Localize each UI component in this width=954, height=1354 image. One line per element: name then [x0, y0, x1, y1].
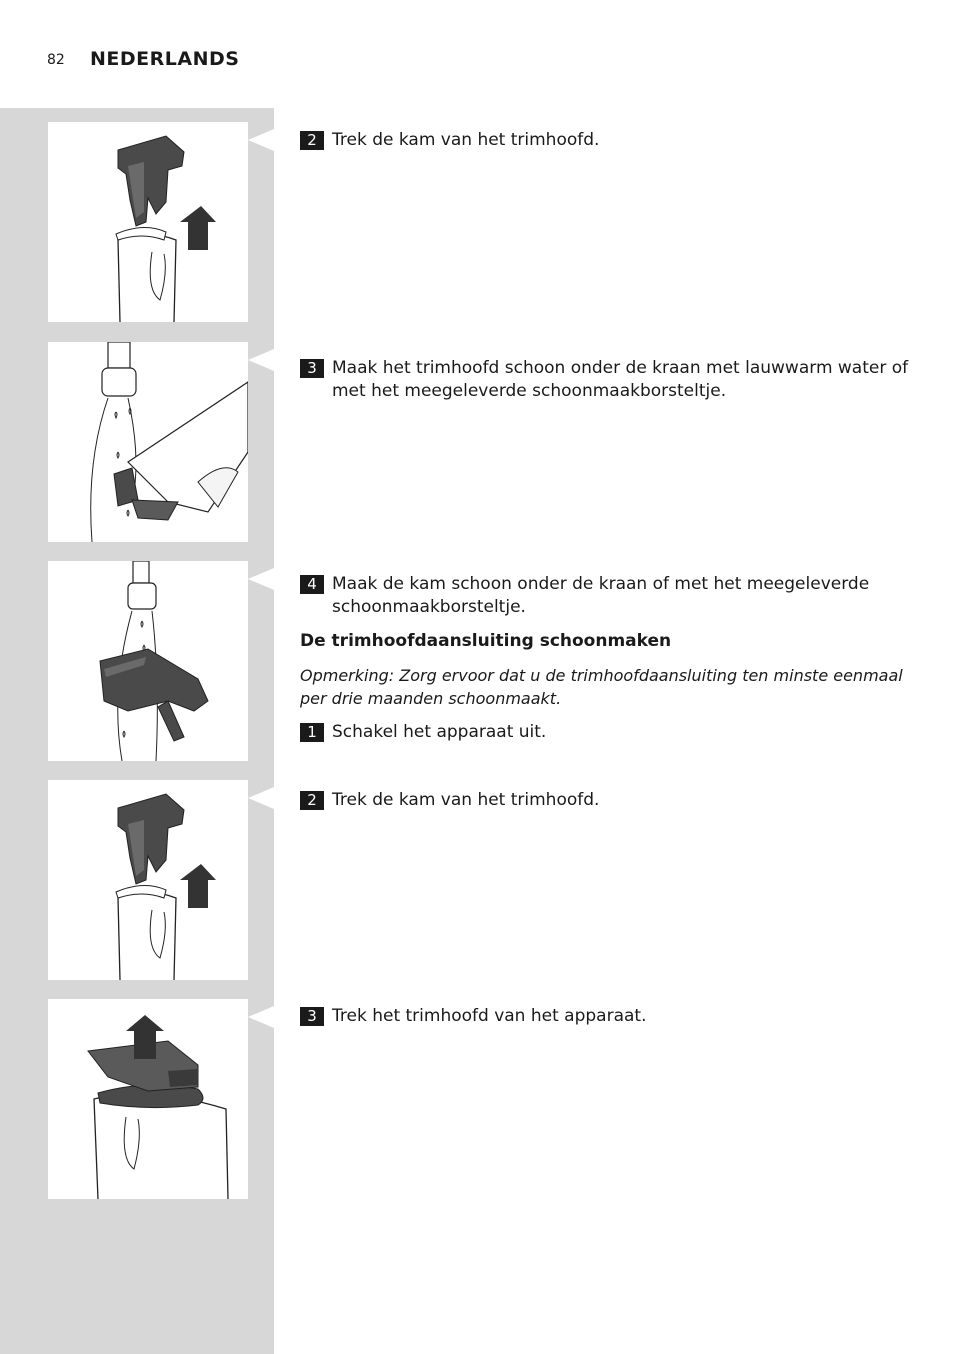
figure-pointer — [248, 787, 274, 809]
figure-remove-comb — [48, 122, 248, 322]
step — [300, 573, 910, 618]
figure-remove-trimmer-head — [48, 999, 248, 1199]
step-text: Maak het trimhoofd schoon onder de kraan met lauwwarm water of met het meegeleverde schoonmaakborsteltje. — [332, 358, 909, 401]
step-text: Trek de kam van het trimhoofd. — [332, 130, 600, 150]
step — [300, 357, 910, 402]
figure-rinse-comb — [48, 561, 248, 761]
step-number: 2 — [300, 131, 324, 150]
figure-pointer — [248, 1006, 274, 1028]
step-text: Trek de kam van het trimhoofd. — [332, 790, 600, 810]
note: Opmerking: Zorg ervoor dat u de trimhoofdaansluiting ten minste eenmaal per drie maanden schoonmaakt. — [300, 666, 903, 708]
step-number: 4 — [300, 575, 324, 594]
figure-rinse-trimmer-head — [48, 342, 248, 542]
step — [300, 721, 910, 744]
page-number: 82 — [47, 52, 65, 68]
step — [300, 789, 910, 812]
section-title: NEDERLANDS — [90, 48, 240, 70]
step — [300, 129, 910, 152]
step-number: 2 — [300, 791, 324, 810]
figure-pointer — [248, 349, 274, 371]
step-text: Schakel het apparaat uit. — [332, 722, 547, 742]
figure-pointer — [248, 568, 274, 590]
step-text: Maak de kam schoon onder de kraan of met het meegeleverde schoonmaakborsteltje. — [332, 574, 870, 617]
step-number: 1 — [300, 723, 324, 742]
figure-remove-comb — [48, 780, 248, 980]
step-number: 3 — [300, 359, 324, 378]
subheading: De trimhoofdaansluiting schoonmaken — [300, 631, 672, 651]
step — [300, 1005, 910, 1028]
step-text: Trek het trimhoofd van het apparaat. — [332, 1006, 647, 1026]
figure-pointer — [248, 129, 274, 151]
step-number: 3 — [300, 1007, 324, 1026]
